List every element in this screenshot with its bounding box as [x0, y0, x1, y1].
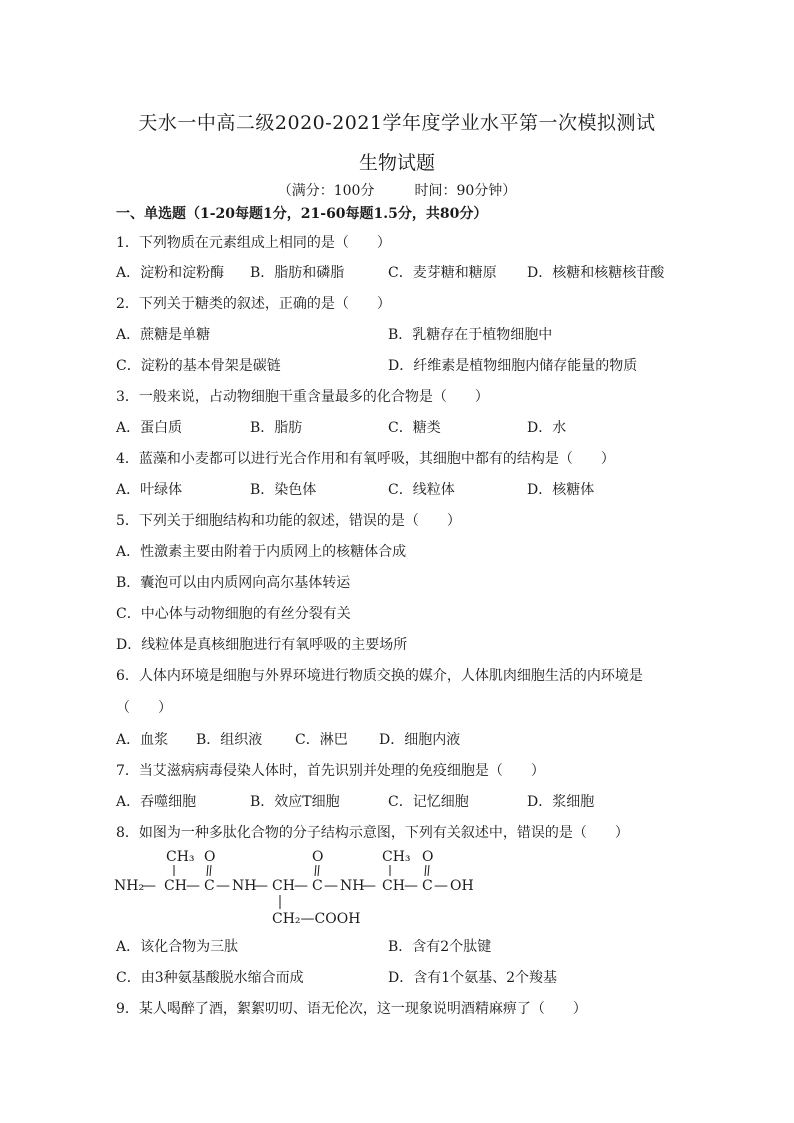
q1-option-a: A．淀粉和淀粉酶: [116, 265, 225, 281]
q8-option-c: C．由3种氨基酸脱水缩合而成: [116, 970, 304, 986]
q6-option-a: A．血浆: [116, 732, 169, 748]
q1-option-d: D．核糖和核糖核苷酸: [527, 265, 665, 281]
carbonyl-carbon-1: C: [204, 878, 215, 894]
bond-4: —: [254, 878, 268, 894]
section-heading: 一、单选题（1-20每题1分，21-60每题1.5分，共80分）: [116, 206, 488, 222]
alpha-carbon-1: CH: [164, 878, 187, 894]
bond-2: —: [186, 878, 200, 894]
q5-option-c: C．中心体与动物细胞的有丝分裂有关: [116, 606, 351, 622]
question-6-stem-continued: （ ）: [116, 700, 172, 716]
carbonyl-oxygen-1: O: [204, 849, 216, 865]
q3-option-a: A．蛋白质: [116, 420, 183, 436]
question-7-stem: 7．当艾滋病病毒侵染人体时，首先识别并处理的免疫细胞是（ ）: [116, 763, 545, 779]
bond-3: —: [216, 878, 230, 894]
q3-option-d: D．水: [527, 420, 567, 436]
q4-option-a: A．叶绿体: [116, 482, 183, 498]
q5-option-b: B．囊泡可以由内质网向高尔基体转运: [116, 575, 351, 591]
question-9-stem: 9．某人喝醉了酒，絮絮叨叨、语无伦次，这一现象说明酒精麻痹了（ ）: [116, 1001, 587, 1017]
amino-terminal: NH₂: [114, 878, 145, 894]
carbonyl-oxygen-2: O: [312, 849, 324, 865]
q3-option-c: C．糖类: [388, 420, 441, 436]
question-1-stem: 1．下列物质在元素组成上相同的是（ ）: [116, 235, 391, 251]
bond-9: —: [434, 878, 448, 894]
q8-option-d: D．含有1个氨基、2个羧基: [388, 970, 558, 986]
exam-time: 时间：90分钟）: [414, 183, 517, 199]
q6-option-c: C．淋巴: [295, 732, 348, 748]
q2-option-c: C．淀粉的基本骨架是碳链: [116, 358, 281, 374]
q3-option-b: B．脂肪: [250, 420, 303, 436]
peptide-structure-diagram: [110, 843, 490, 933]
question-4-stem: 4．蓝藻和小麦都可以进行光合作用和有氧呼吸，其细胞中都有的结构是（ ）: [116, 451, 615, 467]
q7-option-c: C．记忆细胞: [388, 794, 469, 810]
bond-6: —: [324, 878, 338, 894]
bond-5: —: [294, 878, 308, 894]
q4-option-c: C．线粒体: [388, 482, 455, 498]
exam-title: 天水一中高二级2020-2021学年度学业水平第一次模拟测试: [138, 112, 656, 134]
q4-option-d: D．核糖体: [527, 482, 595, 498]
q7-option-d: D．浆细胞: [527, 794, 595, 810]
question-2-stem: 2．下列关于糖类的叙述，正确的是（ ）: [116, 296, 391, 312]
carbonyl-oxygen-3: O: [422, 849, 434, 865]
question-5-stem: 5．下列关于细胞结构和功能的叙述，错误的是（ ）: [116, 513, 461, 529]
bond-1: —: [142, 878, 156, 894]
question-6-stem: 6．人体内环境是细胞与外界环境进行物质交换的媒介，人体肌肉细胞生活的内环境是: [116, 668, 643, 684]
hydroxyl-terminal: OH: [450, 878, 474, 894]
q8-option-a: A．该化合物为三肽: [116, 939, 239, 955]
carboxyl-carbon: C: [422, 878, 433, 894]
alpha-carbon-2: CH: [272, 878, 295, 894]
question-8-stem: 8．如图为一种多肽化合物的分子结构示意图，下列有关叙述中，错误的是（ ）: [116, 825, 629, 841]
q2-option-b: B．乳糖存在于植物细胞中: [388, 327, 553, 343]
q7-option-a: A．吞噬细胞: [116, 794, 197, 810]
q4-option-b: B．染色体: [250, 482, 317, 498]
q5-option-a: A．性激素主要由附着于内质网上的核糖体合成: [116, 544, 407, 560]
bond-7: —: [362, 878, 376, 894]
q7-option-b: B．效应T细胞: [250, 794, 340, 810]
carbonyl-carbon-2: C: [312, 878, 323, 894]
q1-option-b: B．脂肪和磷脂: [250, 265, 345, 281]
peptide-nitrogen-1: NH: [232, 878, 257, 894]
full-score: （满分：100分: [277, 183, 375, 199]
exam-subject: 生物试题: [358, 152, 435, 174]
methyl-group-2: CH₃: [382, 849, 411, 865]
q2-option-d: D．纤维素是植物细胞内储存能量的物质: [388, 358, 638, 374]
q6-option-b: B．组织液: [196, 732, 263, 748]
side-chain-carboxyl: CH₂—COOH: [272, 911, 361, 927]
methyl-group-1: CH₃: [166, 849, 195, 865]
q8-option-b: B．含有2个肽键: [388, 939, 492, 955]
bond-8: —: [404, 878, 418, 894]
peptide-nitrogen-2: NH: [340, 878, 365, 894]
q1-option-c: C．麦芽糖和糖原: [388, 265, 497, 281]
q5-option-d: D．线粒体是真核细胞进行有氧呼吸的主要场所: [116, 637, 408, 653]
alpha-carbon-3: CH: [382, 878, 405, 894]
q2-option-a: A．蔗糖是单糖: [116, 327, 211, 343]
question-3-stem: 3．一般来说，占动物细胞干重含量最多的化合物是（ ）: [116, 389, 489, 405]
exam-meta: [0, 180, 794, 200]
q6-option-d: D．细胞内液: [379, 732, 461, 748]
